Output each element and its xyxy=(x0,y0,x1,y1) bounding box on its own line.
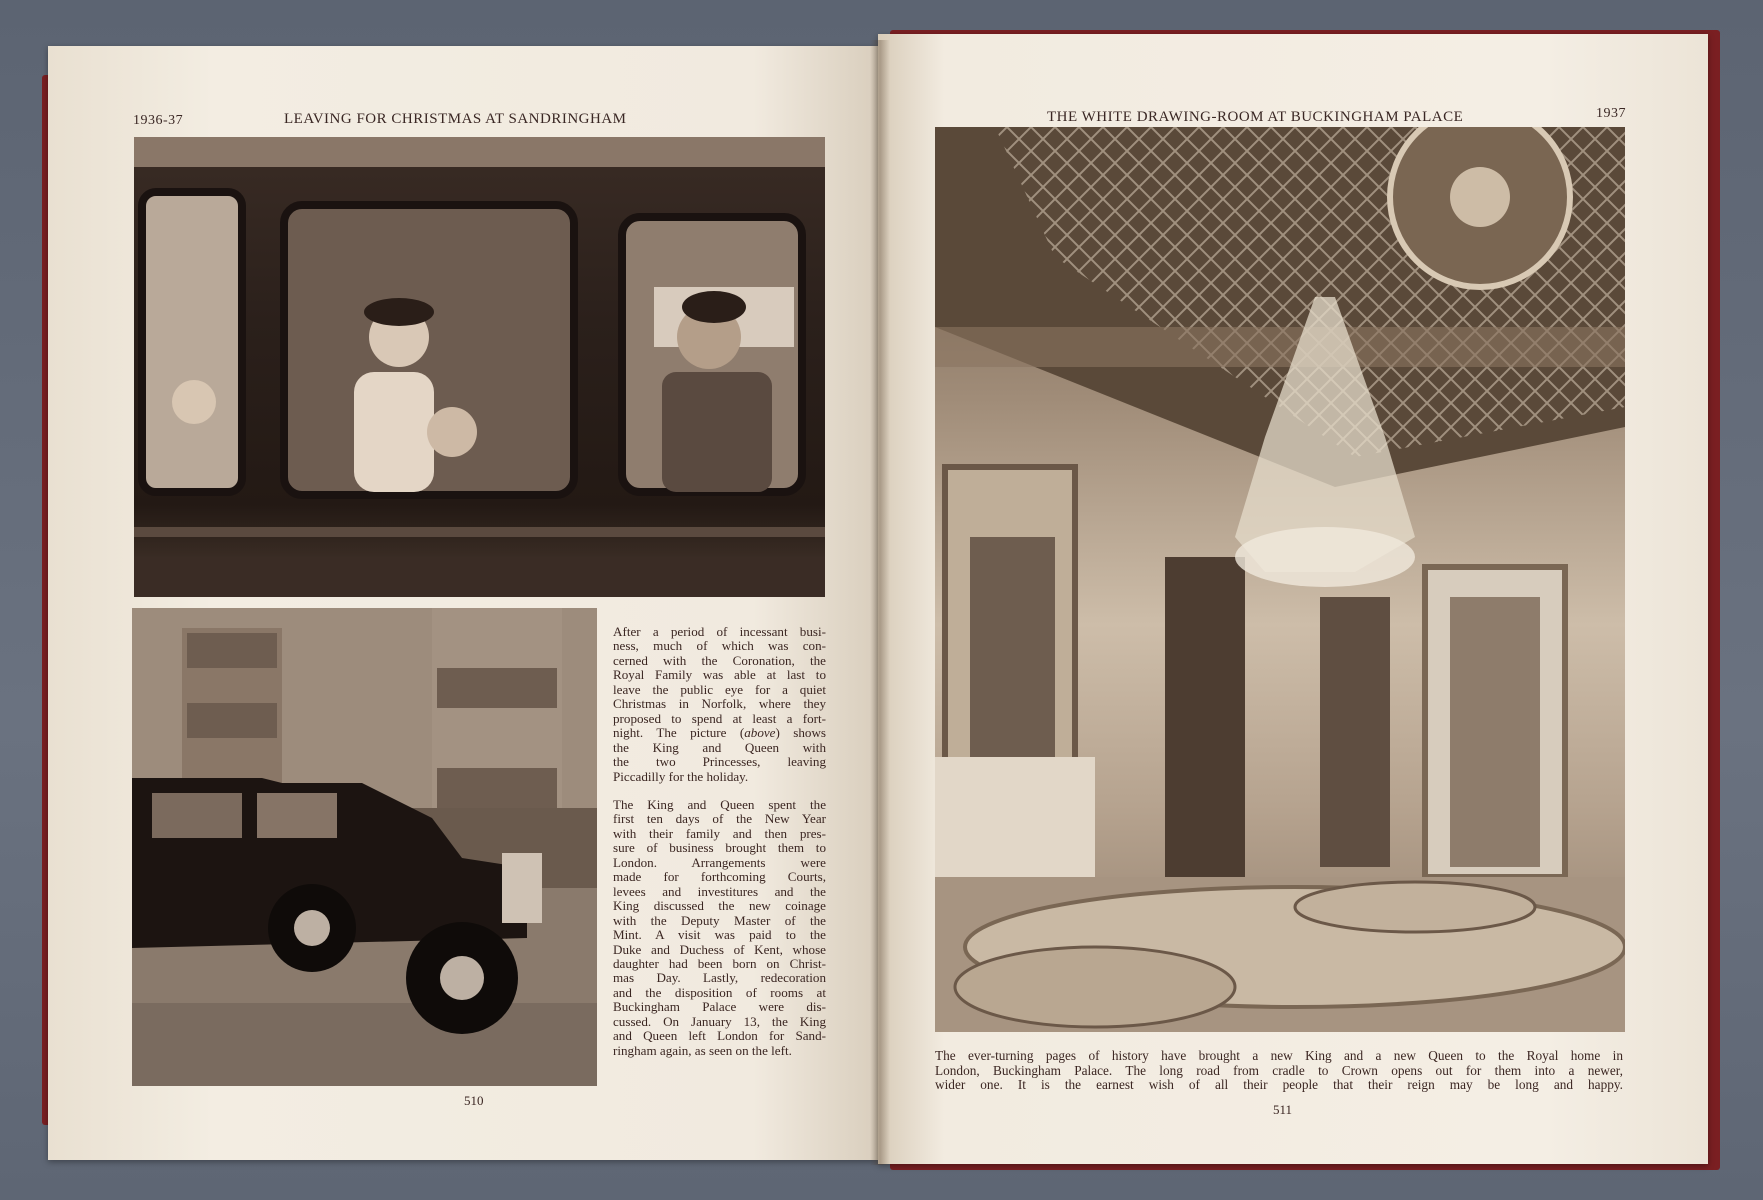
left-page-title: LEAVING FOR CHRISTMAS AT SANDRINGHAM xyxy=(284,111,627,127)
caption-line: The ever-turning pages of history have brought a new King and a new Queen to the Royal home in xyxy=(935,1048,1623,1063)
caption-line: wider one. It is the earnest wish of all their people that their reign may be long and happy. xyxy=(935,1077,1623,1092)
article-line: first ten days of the New Year xyxy=(613,812,826,827)
photo-caption xyxy=(935,1049,1623,1093)
article-line: cussed. On January 13, the King xyxy=(613,1014,826,1029)
article-line: Piccadilly for the holiday. xyxy=(613,769,749,784)
article-line: ringham again, as seen on the left. xyxy=(613,1043,792,1058)
article-line: daughter had been born on Christ- xyxy=(613,956,826,971)
photo-white-drawing-room xyxy=(935,127,1625,1032)
article-line: After a period of incessant busi- xyxy=(613,625,826,639)
book-gutter xyxy=(870,40,890,1165)
right-page-number: 511 xyxy=(1273,1102,1293,1117)
article-line: The King and Queen spent the xyxy=(613,797,826,812)
article-line: cerned with the Coronation, the xyxy=(613,653,826,668)
left-page-year: 1936-37 xyxy=(133,113,184,128)
article-line: the King and Queen with xyxy=(613,740,826,755)
article-line: Mint. A visit was paid to the xyxy=(613,928,826,943)
article-paragraph xyxy=(613,625,826,784)
photo-car-piccadilly xyxy=(132,608,597,1086)
caption-line: London, Buckingham Palace. The long road from cradle to Crown opens out for them into a newer, xyxy=(935,1062,1623,1078)
article-line: and the disposition of rooms at xyxy=(613,985,826,1000)
article-paragraph xyxy=(613,798,826,1058)
article-line: Christmas in Norfolk, where they xyxy=(613,697,826,712)
article-line: with the Deputy Master of the xyxy=(613,913,826,928)
article-line: Duke and Duchess of Kent, whose xyxy=(613,942,826,957)
left-page-article xyxy=(613,625,826,1072)
article-line: Royal Family was able at last to xyxy=(613,668,826,683)
article-line: sure of business brought them to xyxy=(613,841,826,856)
article-line: the two Princesses, leaving xyxy=(613,755,826,770)
article-line: and Queen left London for Sand- xyxy=(613,1029,826,1044)
left-page-number: 510 xyxy=(464,1093,484,1108)
article-line: night. The picture (above) shows xyxy=(613,726,826,741)
right-page-title: THE WHITE DRAWING-ROOM AT BUCKINGHAM PALACE xyxy=(1047,109,1464,125)
photo-royal-family-in-car xyxy=(134,137,825,597)
article-line: with their family and then pres- xyxy=(613,826,826,841)
article-line: levees and investitures and the xyxy=(613,884,826,899)
article-line: mas Day. Lastly, redecoration xyxy=(613,971,826,986)
article-line: King discussed the new coinage xyxy=(613,899,826,914)
article-line: proposed to spend at least a fort- xyxy=(613,711,826,726)
article-line: London. Arrangements were xyxy=(613,855,826,870)
article-line: leave the public eye for a quiet xyxy=(613,682,826,697)
article-line: ness, much of which was con- xyxy=(613,639,826,654)
article-line: made for forthcoming Courts, xyxy=(613,870,826,885)
article-line: Buckingham Palace were dis- xyxy=(613,1000,826,1015)
right-page-year: 1937 xyxy=(1596,106,1626,121)
